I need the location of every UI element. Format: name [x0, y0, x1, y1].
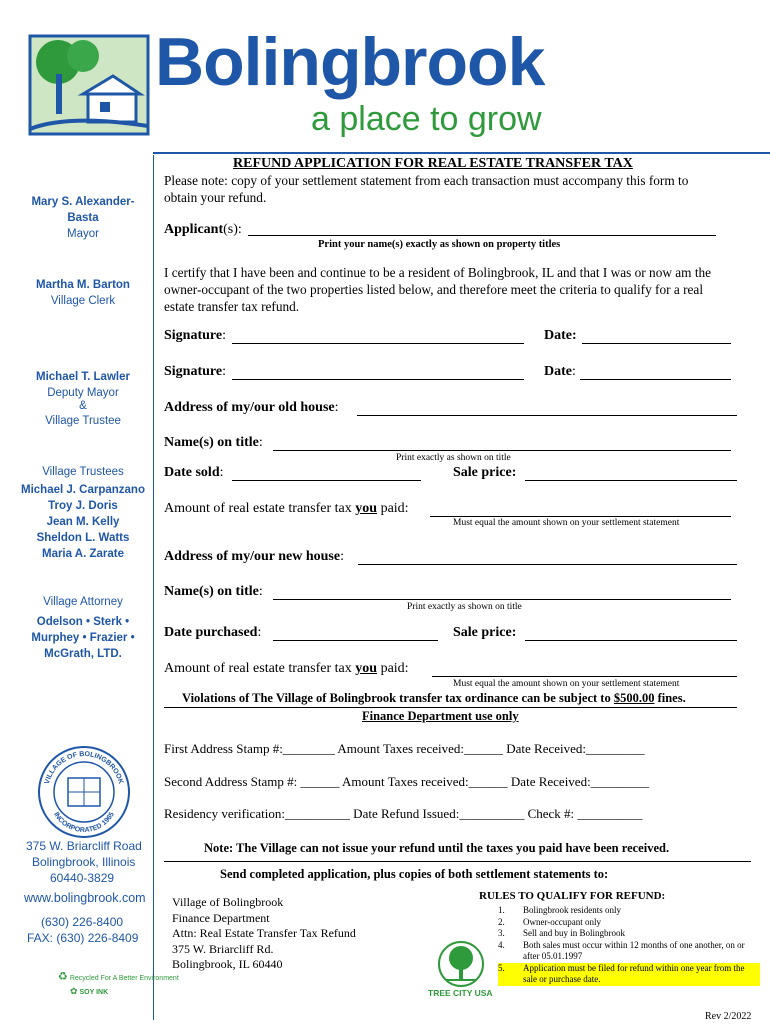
applicant-suffix: (s):: [223, 222, 242, 237]
names-title-row-1: [164, 435, 263, 451]
old-house-label: Address of my/our old house: [164, 400, 335, 415]
rules-heading: RULES TO QUALIFY FOR REFUND:: [479, 890, 666, 902]
sidebar-mayor: [18, 194, 148, 242]
old-house-input[interactable]: [357, 400, 737, 416]
trustee-name: Jean M. Kelly: [46, 516, 120, 529]
amount-paid-row-1: [164, 501, 409, 517]
signature-label: Signature: [164, 328, 223, 343]
sale-price-label: Sale price:: [453, 465, 517, 480]
sale-price-input[interactable]: [525, 465, 737, 481]
print-exactly-hint-2: Print exactly as shown on title: [407, 602, 522, 612]
names-colon: :: [258, 584, 263, 599]
sidebar-address: [26, 838, 142, 887]
website-link[interactable]: www.bolingbrook.com: [24, 891, 146, 905]
tree-city-icon: [436, 940, 486, 988]
amount-paid-you: you: [355, 501, 378, 516]
sidebar-clerk: [18, 277, 148, 309]
attorney-heading: Village Attorney: [43, 596, 123, 608]
applicant-input[interactable]: [248, 222, 716, 236]
amount-paid-prefix: Amount of real estate transfer tax: [164, 501, 356, 516]
rule-num: 5.: [498, 963, 523, 986]
logo-tagline: a place to grow: [311, 100, 542, 138]
names-on-title-label: Name(s) on title: [164, 435, 259, 450]
must-equal-hint-1: Must equal the amount shown on your settlement statement: [453, 518, 680, 528]
send-completed-text: Send completed application, plus copies of both settlement statements to:: [220, 867, 609, 881]
revision-date: Rev 2/2022: [705, 1011, 752, 1022]
soy-ink-icon: ✿: [70, 986, 78, 996]
sidebar-divider: [153, 155, 154, 1020]
signature-input-1[interactable]: [232, 328, 524, 344]
print-exactly-hint-1: Print exactly as shown on title: [396, 453, 511, 463]
mail-line: Finance Department: [172, 910, 270, 925]
violations-prefix: Violations of The Village of Bolingbrook transfer tax ordinance can be subject to: [182, 691, 614, 705]
mayor-title: Mayor: [67, 228, 99, 241]
names-colon: :: [258, 435, 263, 450]
fax-number: FAX: (630) 226-8409: [27, 930, 139, 945]
cannot-issue-note: Note: The Village can not issue your refund until the taxes you paid have been received.: [204, 841, 670, 855]
finance-row-3: Residency verification:__________ Date Refund Issued:__________ Check #: __________: [164, 806, 643, 821]
signature-colon: :: [222, 364, 226, 379]
rule-text: Bolingbrook residents only: [523, 905, 621, 915]
date-label-1: Date:: [544, 328, 577, 343]
logo: [28, 24, 608, 144]
clerk-name: Martha M. Barton: [36, 279, 130, 291]
soy-ink-note: [70, 986, 108, 997]
date-colon: :: [572, 364, 576, 379]
amount-paid-suffix: paid:: [377, 661, 409, 676]
date-purchased-input[interactable]: [273, 625, 438, 641]
form-note: Please note: copy of your settlement statement from each transaction must accompany this form to obtain your refund.: [164, 173, 689, 205]
amount-paid-you: you: [355, 661, 378, 676]
names-on-title-label: Name(s) on title: [164, 584, 259, 599]
trustee-name: Maria A. Zarate: [41, 548, 125, 561]
old-house-colon: :: [334, 400, 339, 415]
attorney-firm: Murphey • Frazier •: [31, 632, 135, 645]
rule-text: Owner-occupant only: [523, 916, 602, 927]
tree-city-label: TREE CITY USA: [428, 988, 493, 998]
rule-num: 2.: [498, 916, 505, 927]
mail-line: 375 W. Briarcliff Rd.: [172, 941, 274, 956]
signature-row-1: [164, 328, 226, 344]
sidebar-trustees: [18, 464, 148, 563]
seal-text-top: VILLAGE OF BOLINGBROOK: [43, 750, 125, 785]
names-on-title-input-1[interactable]: [273, 435, 731, 451]
applicant-hint: Print your name(s) exactly as shown on property titles: [318, 239, 561, 250]
rule-item: [498, 917, 760, 929]
trustees-heading: Village Trustees: [42, 466, 124, 478]
rule-item: [498, 928, 760, 940]
new-house-row: [164, 549, 344, 565]
sale-price-label-2: Sale price:: [453, 625, 517, 640]
new-house-input[interactable]: [358, 549, 737, 565]
trustee-name: Sheldon L. Watts: [36, 532, 130, 545]
sale-price-input-2[interactable]: [525, 625, 737, 641]
rule-num: 3.: [498, 928, 505, 939]
amount-paid-input-2[interactable]: [432, 661, 737, 677]
amount-paid-prefix: Amount of real estate transfer tax: [164, 661, 356, 676]
village-seal-icon: [36, 744, 132, 840]
violations-suffix: fines.: [654, 691, 686, 705]
old-house-row: [164, 400, 339, 416]
date-input-2[interactable]: [580, 364, 731, 380]
mail-line: Attn: Real Estate Transfer Tax Refund: [172, 926, 356, 941]
address-line: Bolingbrook, Illinois: [32, 855, 136, 870]
finance-row-2: Second Address Stamp #: ______ Amount Taxes received:______ Date Received:_________: [164, 774, 650, 789]
recycled-text: Recycled For A Better Environment: [69, 975, 179, 982]
new-house-label: Address of my/our new house: [164, 549, 341, 564]
deputy-title-2: Village Trustee: [45, 414, 121, 427]
recycled-note: [58, 970, 179, 983]
violations-amount: $500.00: [613, 691, 655, 705]
sidebar-attorney: [18, 594, 148, 662]
deputy-amp: &: [79, 400, 87, 413]
mayor-name: Mary S. Alexander-Basta: [31, 196, 135, 225]
sidebar-deputy: [18, 369, 148, 429]
finance-use-heading: Finance Department use only: [362, 709, 519, 723]
date-sold-label: Date sold: [164, 465, 220, 480]
date-sold-input[interactable]: [232, 465, 421, 481]
date-label-2: Date: [544, 364, 572, 379]
trustee-name: Troy J. Doris: [48, 500, 118, 513]
date-purchased-colon: :: [257, 625, 262, 640]
rule-num: 4.: [498, 939, 505, 950]
mail-line: Village of Bolingbrook: [172, 895, 284, 909]
rule-num: 1.: [498, 905, 505, 915]
applicant-label: Applicant: [164, 222, 224, 237]
date-label-2-row: [544, 364, 576, 380]
logo-tree-house-icon: [28, 34, 153, 139]
rule-item: [498, 940, 760, 963]
violations-rule: [164, 707, 737, 708]
rule-item: [498, 963, 760, 986]
seal-text-bottom: INCORPORATED 1965: [52, 811, 116, 835]
deputy-name: Michael T. Lawler: [36, 371, 130, 383]
header-rule: [153, 152, 770, 154]
amount-paid-row-2: [164, 661, 409, 677]
signature-input-2[interactable]: [232, 364, 524, 380]
signature-label: Signature: [164, 364, 223, 379]
deputy-title-1: Deputy Mayor: [47, 387, 119, 400]
amount-paid-input-1[interactable]: [430, 501, 731, 517]
date-sold-colon: :: [219, 465, 224, 480]
mail-line: Bolingbrook, IL 60440: [172, 957, 283, 972]
rules-list: [498, 905, 760, 986]
attorney-firm: Odelson • Sterk •: [36, 616, 130, 629]
form-title: REFUND APPLICATION FOR REAL ESTATE TRANSFER TAX: [233, 156, 633, 171]
address-line: 375 W. Briarcliff Road: [26, 839, 142, 853]
names-title-row-2: [164, 584, 263, 600]
soy-ink-text: SOY INK: [79, 989, 109, 996]
date-sold-row: [164, 465, 224, 481]
logo-name: Bolingbrook: [155, 24, 545, 100]
mailing-address: [172, 895, 356, 973]
rule-text: Both sales must occur within 12 months of one another, on or after 05.01.1997: [523, 939, 745, 962]
cannot-issue-rule: [164, 861, 751, 862]
address-line: 60440-3829: [50, 871, 115, 886]
amount-paid-suffix: paid:: [377, 501, 409, 516]
date-input-1[interactable]: [582, 328, 731, 344]
signature-row-2: [164, 364, 226, 380]
signature-colon: :: [222, 328, 226, 343]
sidebar-phones: [27, 915, 138, 946]
rule-text: Application must be filed for refund within one year from the sale or purchase date.: [523, 963, 760, 986]
must-equal-hint-2: Must equal the amount shown on your settlement statement: [453, 679, 680, 689]
violations-text: [182, 691, 686, 706]
date-purchased-row: [164, 625, 261, 641]
names-on-title-input-2[interactable]: [273, 584, 731, 600]
trustee-name: Michael J. Carpanzano: [21, 484, 145, 497]
recycle-icon: ♻: [58, 971, 68, 983]
phone-number: (630) 226-8400: [41, 915, 124, 929]
finance-row-1: First Address Stamp #:________ Amount Taxes received:______ Date Received:_________: [164, 741, 645, 756]
rule-item: [498, 905, 760, 917]
attorney-firm: McGrath, LTD.: [44, 648, 122, 661]
date-purchased-label: Date purchased: [164, 625, 258, 640]
clerk-title: Village Clerk: [50, 295, 116, 308]
rule-text: Sell and buy in Bolingbrook: [523, 928, 625, 939]
certify-text: I certify that I have been and continue to be a resident of Bolingbrook, IL and that I was or now am the owner-occupant of the two properties listed below, and therefore meet the criteria to qualify for a real estate transfer tax refund.: [164, 265, 712, 315]
new-house-colon: :: [340, 549, 344, 564]
